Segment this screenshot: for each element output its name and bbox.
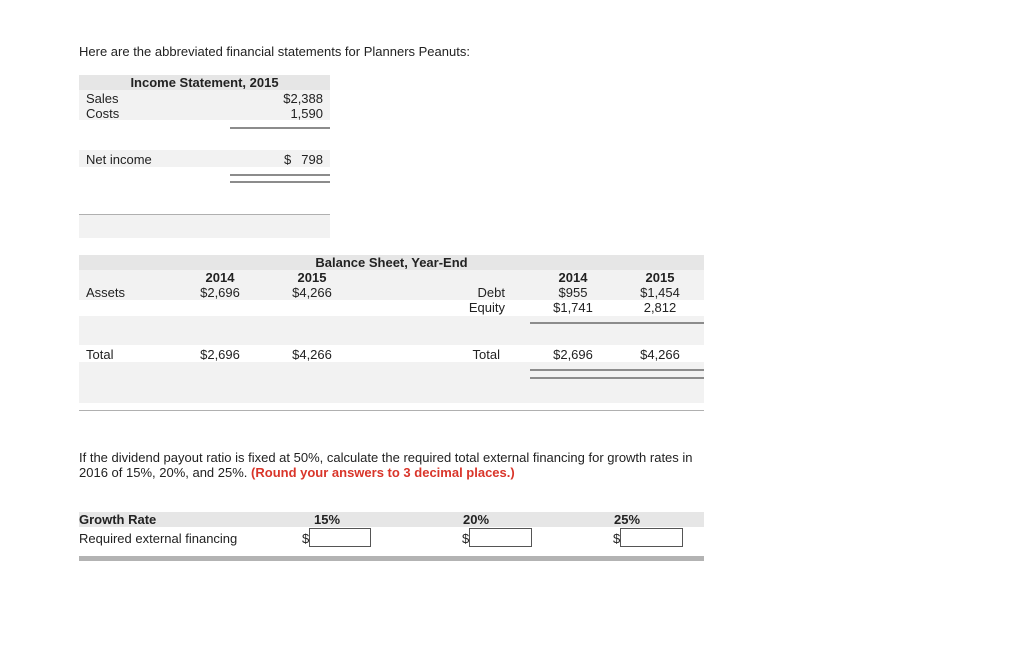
net-income-label: Net income — [86, 152, 152, 167]
costs-label: Costs — [86, 106, 120, 121]
dollar-sign-20: $ — [462, 531, 470, 546]
intro-text: Here are the abbreviated financial statements for Planners Peanuts: — [79, 44, 470, 59]
financing-input-20[interactable] — [469, 528, 532, 547]
sales-value: $2,388 — [283, 91, 323, 106]
debt-2015: $1,454 — [640, 285, 680, 300]
total-double-underline-1 — [530, 369, 704, 371]
net-income-currency: $ — [284, 152, 292, 167]
equity-underline — [530, 322, 704, 324]
answer-header-bar — [79, 512, 704, 527]
balance-sheet-title: Balance Sheet, Year-End — [315, 255, 468, 270]
balance-sheet-bottom-rule — [79, 410, 704, 411]
total-double-underline-2 — [530, 377, 704, 379]
question-body: If the dividend payout ratio is fixed at 50%, calculate the required total external financing for growth rates in 2016 of 15%, 20%, and 25%. — [79, 450, 693, 480]
rate-25-header: 25% — [614, 512, 641, 527]
net-income-double-underline-1 — [230, 174, 330, 176]
rate-15-header: 15% — [314, 512, 341, 527]
left-year-2014: 2014 — [205, 270, 235, 285]
equity-2015: 2,812 — [643, 300, 677, 315]
total-left-2015: $4,266 — [292, 347, 332, 362]
total-left-label: Total — [86, 347, 114, 362]
assets-2014: $2,696 — [200, 285, 240, 300]
total-right-2015: $4,266 — [640, 347, 680, 362]
costs-underline — [230, 127, 330, 129]
assets-label: Assets — [86, 285, 126, 300]
net-income-double-underline-2 — [230, 181, 330, 183]
financing-input-25[interactable] — [620, 528, 683, 547]
assets-row-bg — [79, 285, 704, 300]
costs-value: 1,590 — [290, 106, 323, 121]
debt-label: Debt — [477, 285, 505, 300]
right-year-2015: 2015 — [645, 270, 675, 285]
answer-table-bottom-rule — [79, 556, 704, 561]
rounding-instruction: (Round your answers to 3 decimal places.) — [251, 465, 515, 480]
dollar-sign-15: $ — [302, 531, 310, 546]
debt-2014: $955 — [558, 285, 588, 300]
sales-label: Sales — [86, 91, 119, 106]
left-year-2015: 2015 — [297, 270, 327, 285]
equity-2014: $1,741 — [553, 300, 593, 315]
financing-input-15[interactable] — [309, 528, 371, 547]
balance-sheet-year-row-bg — [79, 270, 704, 285]
required-financing-label: Required external financing — [79, 531, 238, 546]
income-statement-title: Income Statement, 2015 — [130, 75, 279, 90]
assets-2015: $4,266 — [292, 285, 332, 300]
dollar-sign-25: $ — [613, 531, 621, 546]
total-left-2014: $2,696 — [200, 347, 240, 362]
balance-sheet-spacer-bg — [79, 316, 704, 345]
income-statement-footer-bg — [79, 215, 330, 238]
question-text — [79, 450, 709, 480]
equity-label: Equity — [468, 300, 505, 315]
rate-20-header: 20% — [463, 512, 490, 527]
total-right-label: Total — [472, 347, 500, 362]
net-income-value: 798 — [301, 152, 323, 167]
growth-rate-header: Growth Rate — [79, 512, 157, 527]
total-right-2014: $2,696 — [553, 347, 593, 362]
right-year-2014: 2014 — [558, 270, 588, 285]
